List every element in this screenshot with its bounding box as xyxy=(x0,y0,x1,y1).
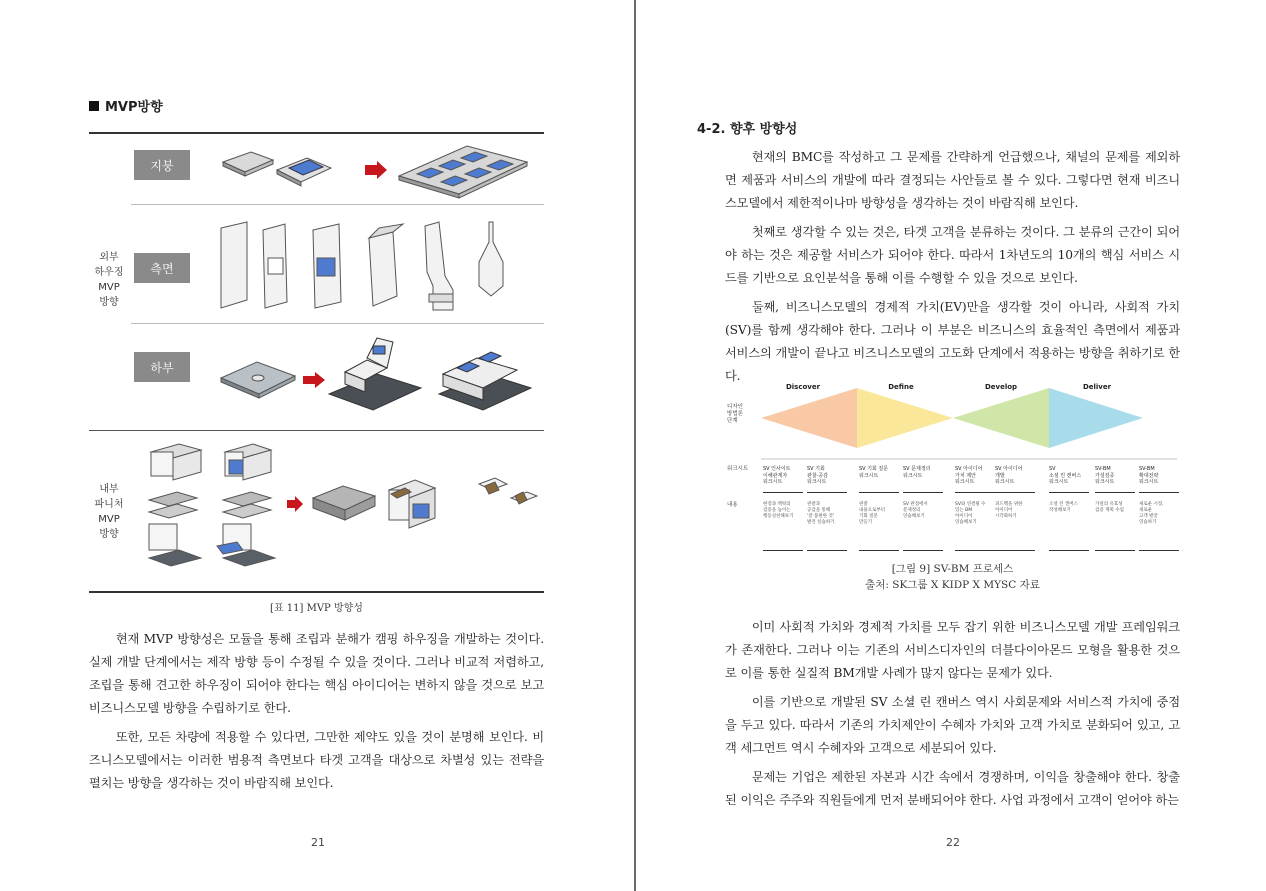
square-bullet-icon xyxy=(89,101,99,111)
worksheet-underline xyxy=(903,492,943,493)
paragraph: 이미 사회적 가치와 경제적 가치를 모두 잡기 위한 비즈니스모델 개발 프레임워크가 존재한다. 그러나 이는 기존의 서비스디자인의 더블다이아몬드 모형을 활용한 것으로 이를 통한 실질적 BM개발 사례가 많지 않다는 문제가 있다. xyxy=(725,620,1180,680)
paragraph: 현재의 BMC를 작성하고 그 문제를 간략하게 언급했으나, 채널의 문제를 제외하면 제품과 서비스의 개발에 따라 결정되는 사안들로 볼 수 있다. 그렇다면 현재 비즈니스모델에서 제한적이나마 방향성을 생각하는 것이 바람직해 보인다. xyxy=(725,150,1180,210)
bottom-tag: 하부 xyxy=(134,352,190,382)
phase-label: Discover xyxy=(785,383,821,391)
worksheet-label: SV 아이디어 가치 제안 워크시트 xyxy=(955,466,983,485)
paragraph: 둘째, 비즈니스모델의 경제적 가치(EV)만을 생각할 것이 아니라, 사회적 가치(SV)를 함께 생각해야 한다. 그러나 이 부분은 비즈니스의 효율적인 측면에서 제품과 서비스의 개발이 끝나고 비즈니스모델의 고도화 단계에서 적용하는 방향을 취하기로 한다. xyxy=(725,300,1180,383)
side-label-line: 하우징 xyxy=(94,267,124,278)
phase-label: Define xyxy=(888,383,914,391)
worksheet-underline xyxy=(763,492,803,493)
side-label-line: 내부 xyxy=(99,484,119,495)
content-underline xyxy=(1139,550,1179,551)
content-underline xyxy=(1095,550,1135,551)
diagram-row-label: 내용 xyxy=(727,502,738,508)
phase-label: Deliver xyxy=(1082,383,1112,391)
table-top-rule xyxy=(89,132,544,134)
figure-source: 출처: SK그룹 X KIDP X MYSC 자료 xyxy=(865,579,1040,591)
subsection-title: 4-2. 향후 방향성 xyxy=(697,122,798,137)
left-body-text xyxy=(89,628,544,801)
worksheet-underline xyxy=(1049,492,1089,493)
inner-furniture-label xyxy=(89,482,129,542)
phase-label: Develop xyxy=(984,383,1018,391)
content-text: SV 관점에서 문제정의 연습해보기 xyxy=(903,502,928,519)
content-underline xyxy=(903,550,943,551)
table-caption: [표 11] MVP 방향성 xyxy=(270,603,363,614)
side-label-line: MVP xyxy=(98,282,120,293)
worksheet-underline xyxy=(1095,492,1135,493)
figure-caption: [그림 9] SV-BM 프로세스 xyxy=(891,563,1014,575)
content-underline xyxy=(859,550,899,551)
worksheet-label: SV-BM 가설검증 워크시트 xyxy=(1095,466,1115,485)
section-title xyxy=(89,96,163,115)
content-text: SV와 연결될 수 있는 BM 아이디어 연습해보기 xyxy=(955,502,986,525)
side-tag: 측면 xyxy=(134,253,190,283)
sv-bm-process-diagram xyxy=(725,378,1180,558)
worksheet-label: SV 기회 관찰·공감 워크시트 xyxy=(807,466,828,485)
right-body-text-top xyxy=(725,146,1180,394)
content-text: 피드백을 위한 아이디어 시각화하기 xyxy=(995,502,1023,519)
outer-housing-label xyxy=(89,250,129,310)
worksheet-underline xyxy=(995,492,1035,493)
paragraph: 이를 기반으로 개발된 SV 소셜 린 캔버스 역시 사회문제와 서비스적 가치에 중점을 두고 있다. 따라서 기존의 가치제안이 수혜자 가치와 고객 가치로 분화되어 있고, 고객 세그먼트 역시 수혜자와 고객으로 세분되어 있다. xyxy=(725,695,1180,755)
content-underline xyxy=(807,550,847,551)
section-title-text: MVP방향 xyxy=(105,100,163,115)
table-bottom-rule xyxy=(89,591,544,593)
worksheet-underline xyxy=(955,492,995,493)
side-label-line: 파니처 xyxy=(94,499,124,510)
side-module-illustration xyxy=(217,216,542,318)
content-text: 관찰과 공감을 통해 '잘 불편한 것' 발견 실습하기 xyxy=(807,502,835,525)
content-underline xyxy=(955,550,995,551)
paragraph: 현재 MVP 방향성은 모듈을 통해 조립과 분해가 캠핑 하우징을 개발하는 것이다. 실제 개발 단계에서는 제작 방향 등이 수정될 수 있을 것이다. 그러나 비교적 저렴하고, 조립을 통해 견고한 하우징이 되어야 한다는 핵심 아이디어는 변하지 않을 것으로 보고 비즈니스모델 방향을 수립하기로 한다. xyxy=(89,632,544,715)
content-underline xyxy=(763,550,803,551)
paragraph: 첫째로 생각할 수 있는 것은, 타겟 고객을 분류하는 것이다. 그 분류의 근간이 되어야 하는 것은 제공할 서비스가 되어야 한다. 따라서 1차년도의 10개의 핵심 서비스 시드를 기반으로 요인분석을 통해 이를 수행할 수 있을 것으로 보인다. xyxy=(725,225,1180,285)
worksheet-underline xyxy=(807,492,847,493)
inner-furniture-illustration xyxy=(139,438,539,588)
side-label-line: 방향 xyxy=(99,297,119,308)
row-divider xyxy=(131,323,544,324)
roof-tag: 지붕 xyxy=(134,150,190,180)
content-text: 관찰 내용으로부터 기회 질문 만들기 xyxy=(859,502,886,525)
content-underline xyxy=(1049,550,1089,551)
bottom-module-illustration xyxy=(217,328,542,422)
right-body-text-bottom xyxy=(725,616,1180,818)
worksheet-underline xyxy=(859,492,899,493)
page-number: 22 xyxy=(946,836,960,849)
worksheet-label: SV 소셜 린 캔버스 워크시트 xyxy=(1049,466,1082,485)
row-divider xyxy=(131,204,544,205)
worksheet-label: SV 문제정의 워크시트 xyxy=(903,466,931,479)
mvp-direction-table xyxy=(89,132,544,593)
side-label-line: 외부 xyxy=(99,252,119,263)
diagram-row-label: 워크시트 xyxy=(727,466,749,472)
page-number: 21 xyxy=(311,836,325,849)
content-text: 새로운 시장, 새로운 고객 발굴 연습하기 xyxy=(1139,502,1164,525)
content-text: 가설의 유효성 검증 계획 수립 xyxy=(1095,502,1124,513)
worksheet-label: SV 아이디어 개발 워크시트 xyxy=(995,466,1023,485)
worksheet-label: SV 인사이트 이해관계자 워크시트 xyxy=(763,466,791,485)
content-text: 현장과 맥락의 검증을 높이는 행동실천해보기 xyxy=(763,502,794,519)
paragraph: 문제는 기업은 제한된 자본과 시간 속에서 경쟁하며, 이익을 창출해야 한다. 창출된 이익은 주주와 직원들에게 먼저 분배되어야 한다. 사업 과정에서 고객이 얻어야 하는 xyxy=(725,770,1180,807)
worksheet-label: SV 기회 질문 워크시트 xyxy=(859,466,889,479)
section-divider xyxy=(89,430,544,431)
roof-module-illustration xyxy=(217,140,542,200)
content-underline xyxy=(995,550,1035,551)
paragraph: 또한, 모든 차량에 적용할 수 있다면, 그만한 제약도 있을 것이 분명해 보인다. 비즈니스모델에서는 이러한 범용적 측면보다 타겟 고객을 대상으로 차별성 있는 전략을 펼치는 방향을 생각하는 것이 바람직해 보인다. xyxy=(89,730,544,790)
diagram-rows xyxy=(725,378,1180,558)
content-text: 소셜 린 캔버스 작성해보기 xyxy=(1049,502,1078,513)
side-label-line: 방향 xyxy=(99,529,119,540)
diagram-row-label: 디자인 방법론 단계 xyxy=(727,404,743,424)
worksheet-label: SV-BM 확대전략 워크시트 xyxy=(1139,466,1159,485)
side-label-line: MVP xyxy=(98,514,120,525)
worksheet-underline xyxy=(1139,492,1179,493)
